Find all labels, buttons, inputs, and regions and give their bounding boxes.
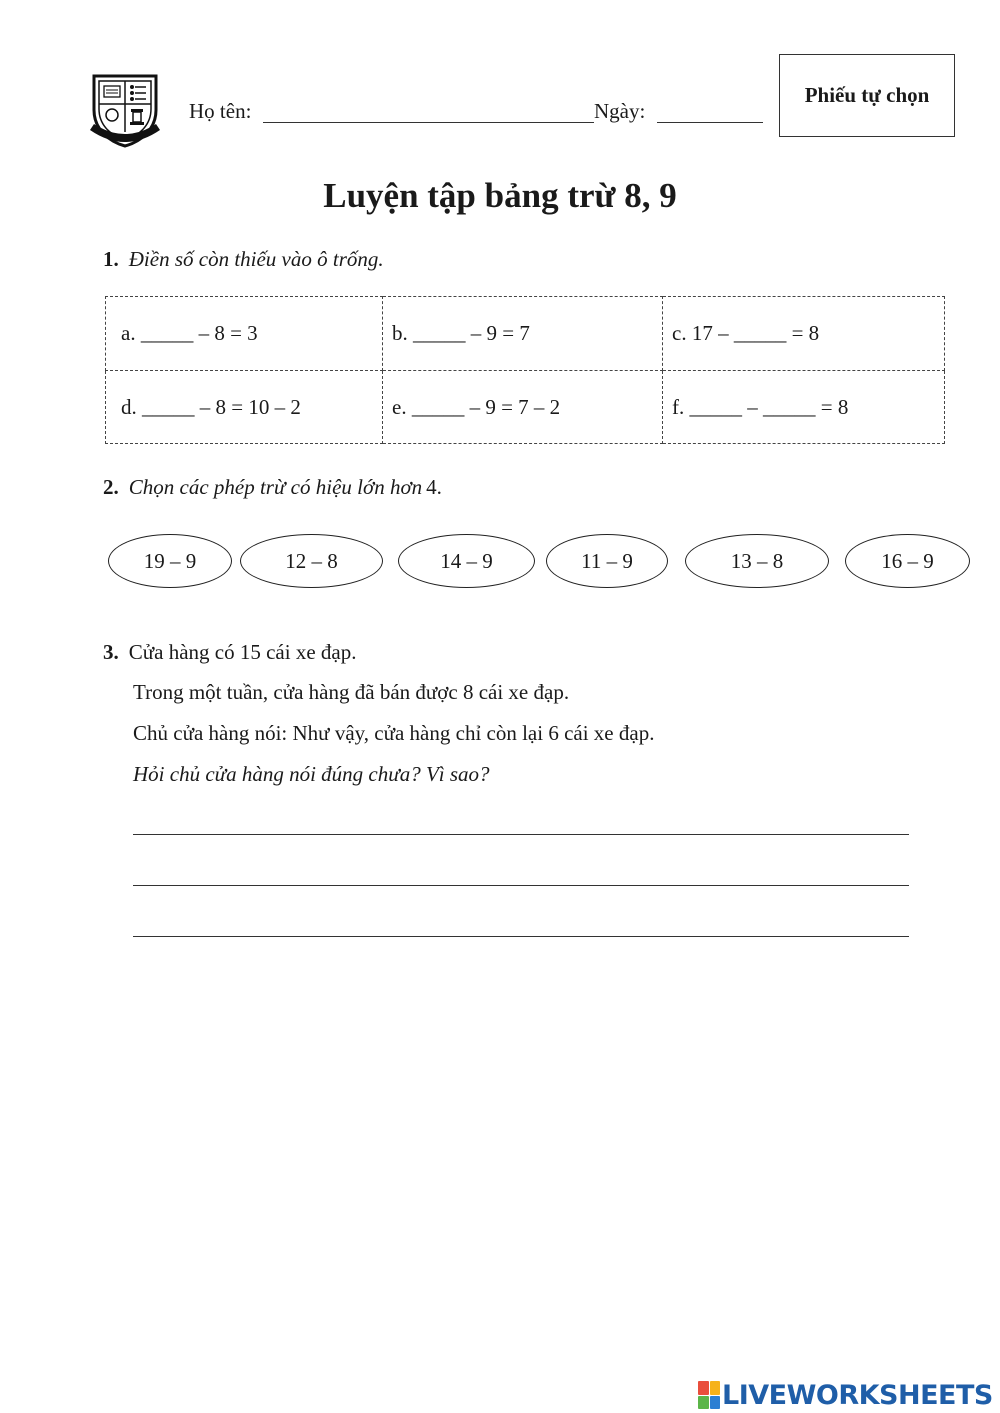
q1-cell-e[interactable] xyxy=(383,371,663,444)
q3-line-2: Trong một tuần, cửa hàng đã bán được 8 cái xe đạp. xyxy=(133,680,570,704)
liveworksheets-text: LIVEWORKSHEETS xyxy=(722,1379,993,1411)
q1-cell-f[interactable] xyxy=(663,371,945,444)
q3-line-3: Chủ cửa hàng nói: Như vậy, cửa hàng chỉ còn lại 6 cái xe đạp. xyxy=(133,721,655,745)
q3-answer-line-2[interactable] xyxy=(133,885,909,886)
q1-cell-e-text: e. _____ – 9 = 7 – 2 xyxy=(392,394,561,419)
liveworksheets-logo-icon xyxy=(698,1381,720,1409)
q2-option-1[interactable] xyxy=(108,534,232,588)
q1-instruction: Điền số còn thiếu vào ô trống. xyxy=(128,247,384,271)
q2-option-5-text: 13 – 8 xyxy=(730,548,784,573)
liveworksheets-watermark xyxy=(698,1378,993,1412)
date-blank[interactable] xyxy=(657,122,763,123)
q3-number: 3. xyxy=(103,640,119,664)
logo-square-blue xyxy=(710,1396,721,1410)
q1-cell-a-text: a. _____ – 8 = 3 xyxy=(121,321,258,345)
q2-option-6-text: 16 – 9 xyxy=(881,548,934,573)
q2-heading xyxy=(103,475,442,500)
q2-number: 2. xyxy=(103,475,119,499)
name-blank[interactable] xyxy=(263,122,594,123)
q1-cell-c-text: c. 17 – _____ = 8 xyxy=(672,321,820,345)
worksheet-type-box xyxy=(779,54,955,137)
q2-option-6[interactable] xyxy=(845,534,970,588)
logo-square-red xyxy=(698,1381,709,1395)
q2-instruction: Chọn các phép trừ có hiệu lớn hơn xyxy=(128,475,423,499)
q2-option-2-text: 12 – 8 xyxy=(285,548,338,573)
q2-option-4[interactable] xyxy=(546,534,668,588)
q1-heading xyxy=(103,247,384,272)
q2-option-4-text: 11 – 9 xyxy=(581,548,633,573)
worksheet-type-label: Phiếu tự chọn xyxy=(804,83,930,107)
q2-option-3[interactable] xyxy=(398,534,535,588)
q2-option-3-text: 14 – 9 xyxy=(440,548,493,573)
logo-square-yellow xyxy=(710,1381,721,1395)
q1-cell-d-text: d. _____ – 8 = 10 – 2 xyxy=(121,394,301,419)
q2-option-2[interactable] xyxy=(240,534,383,588)
q1-cell-d[interactable] xyxy=(105,371,383,444)
q1-cell-c[interactable] xyxy=(663,296,945,371)
q2-instruction-value: 4. xyxy=(426,475,442,499)
q2-option-1-text: 19 – 9 xyxy=(143,548,197,573)
q1-cell-b[interactable] xyxy=(383,296,663,371)
q1-cell-f-text: f. _____ – _____ = 8 xyxy=(672,394,849,419)
date-label: Ngày: xyxy=(594,99,646,123)
logo-square-green xyxy=(698,1396,709,1410)
q3-line-1: Cửa hàng có 15 cái xe đạp. xyxy=(128,640,357,664)
q3-question: Hỏi chủ cửa hàng nói đúng chưa? Vì sao? xyxy=(133,762,490,786)
q3-heading xyxy=(103,640,356,665)
q3-answer-line-3[interactable] xyxy=(133,936,909,937)
q1-cell-a[interactable] xyxy=(105,296,383,371)
q1-grid xyxy=(105,296,945,444)
name-label: Họ tên: xyxy=(189,99,252,123)
q3-answer-line-1[interactable] xyxy=(133,834,909,835)
school-logo xyxy=(86,72,164,148)
q2-option-5[interactable] xyxy=(685,534,829,588)
q1-cell-b-text: b. _____ – 9 = 7 xyxy=(392,321,530,345)
page-title: Luyện tập bảng trừ 8, 9 xyxy=(323,176,677,215)
q1-number: 1. xyxy=(103,247,119,271)
